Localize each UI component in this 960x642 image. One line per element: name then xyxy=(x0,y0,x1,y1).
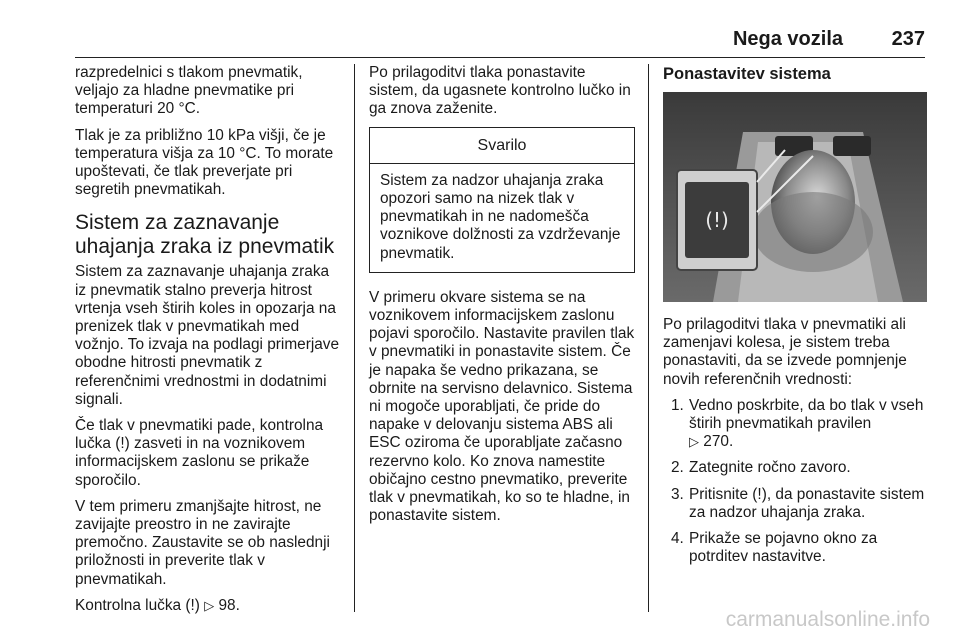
section-heading: Sistem za zaznavanje uhajanja zraka iz pnevmatik xyxy=(75,211,335,259)
tpms-warning-icon: (!) xyxy=(185,596,200,614)
warning-box xyxy=(369,127,635,273)
watermark: carmanualsonline.info xyxy=(725,608,930,631)
column-right xyxy=(663,64,929,574)
page-reference[interactable]: 98. xyxy=(218,596,240,614)
paragraph: Po prilagoditvi tlaka ponastavite sistem, da ugasnete kontrolno lučko in ga znova zaženite. xyxy=(369,64,631,118)
tpms-button-photo xyxy=(663,92,927,302)
paragraph: Če tlak v pnevmatiki pade, kontrolna lučka (!) zasveti in na voznikovem informacijskem zaslonu se prikaže sporočilo. xyxy=(75,417,324,489)
warning-text: Sistem za nadzor uhajanja zraka opozori samo na nizek tlak v pnevmatikah in ne nadomešča voznikove dolžnosti za vzdrževanje pnevmatik. xyxy=(380,171,621,262)
page-title: Nega vozila xyxy=(732,28,843,50)
page-ref-arrow-icon: ▷ xyxy=(204,597,215,613)
page-header xyxy=(75,18,925,58)
tpms-warning-icon: (!) xyxy=(115,435,130,453)
steps-list xyxy=(663,397,929,567)
list-item: 2. Zategnite ročno zavoro. xyxy=(671,459,851,477)
column-middle xyxy=(369,64,635,533)
page-ref-arrow-icon: ▷ xyxy=(689,434,699,450)
paragraph: Kontrolna lučka (!) ▷ 98. xyxy=(75,596,240,614)
column-divider xyxy=(354,64,355,612)
list-item: 1. Vedno poskrbite, da bo tlak v vseh štirih pnevmatikah pravilen ▷ 270. xyxy=(671,396,924,451)
page-number: 237 xyxy=(891,28,925,50)
tpms-warning-icon: (!) xyxy=(752,485,767,503)
page-reference[interactable]: 270. xyxy=(703,433,734,451)
paragraph: V primeru okvare sistema se na voznikovem informacijskem zaslonu pojavi sporočilo. Nastavite pravilen tlak v pnevmatiki in ponastavite sistem. Če je napaka še vedno prikazana, se obrnite na servisno delavnico. Sistema ni mogoče uporabljati, če pride do napake v delovanju sistema ABS ali ESC oziroma če uporabljate začasno rezervno kolo. Ko znova namestite običajno cestno pnevmatiko, preverite tlak v pnevmatikah, ko so te hladne, in ponastavite sistem. xyxy=(369,288,635,525)
paragraph: Sistem za zaznavanje uhajanja zraka iz pnevmatik stalno preverja hitrost vrtenja vseh štirih koles in opozarja na prenizek tlak v pnevmatikah med vožnjo. To izvaja na podlagi primerjave obodne hitrosti pnevmatik z referenčnimi vrednostmi in dodatnimi signali. xyxy=(75,263,340,408)
svg-text:(!): (!) xyxy=(705,208,729,232)
paragraph: Po prilagoditvi tlaka v pnevmatiki ali zamenjavi kolesa, je sistem treba ponastaviti, da se izvede pomnjenje novih referenčnih vrednosti: xyxy=(663,316,907,388)
paragraph: V tem primeru zmanjšajte hitrost, ne zavijajte preostro in ne zavirajte premočno. Zaustavite se ob naslednji priložnosti in preverite tlak v pnevmatikah. xyxy=(75,497,330,588)
section-heading: Ponastavitev sistema xyxy=(663,65,831,83)
list-item: 4. Prikaže se pojavno okno za potrditev nastavitve. xyxy=(671,530,878,566)
column-divider xyxy=(648,64,649,612)
column-left xyxy=(75,64,341,623)
list-item: 3. Pritisnite (!), da ponastavite sistem za nadzor uhajanja zraka. xyxy=(671,485,925,521)
warning-title: Svarilo xyxy=(370,128,634,164)
paragraph: Tlak je za približno 10 kPa višji, če je temperatura višja za 10 °C. To morate upoštevati, če tlak preverjate pri segretih pnevmatikah. xyxy=(75,126,334,199)
paragraph: razpredelnici s tlakom pnevmatik, veljajo za hladne pnevmatike pri temperaturi 20 °C. xyxy=(75,64,303,118)
